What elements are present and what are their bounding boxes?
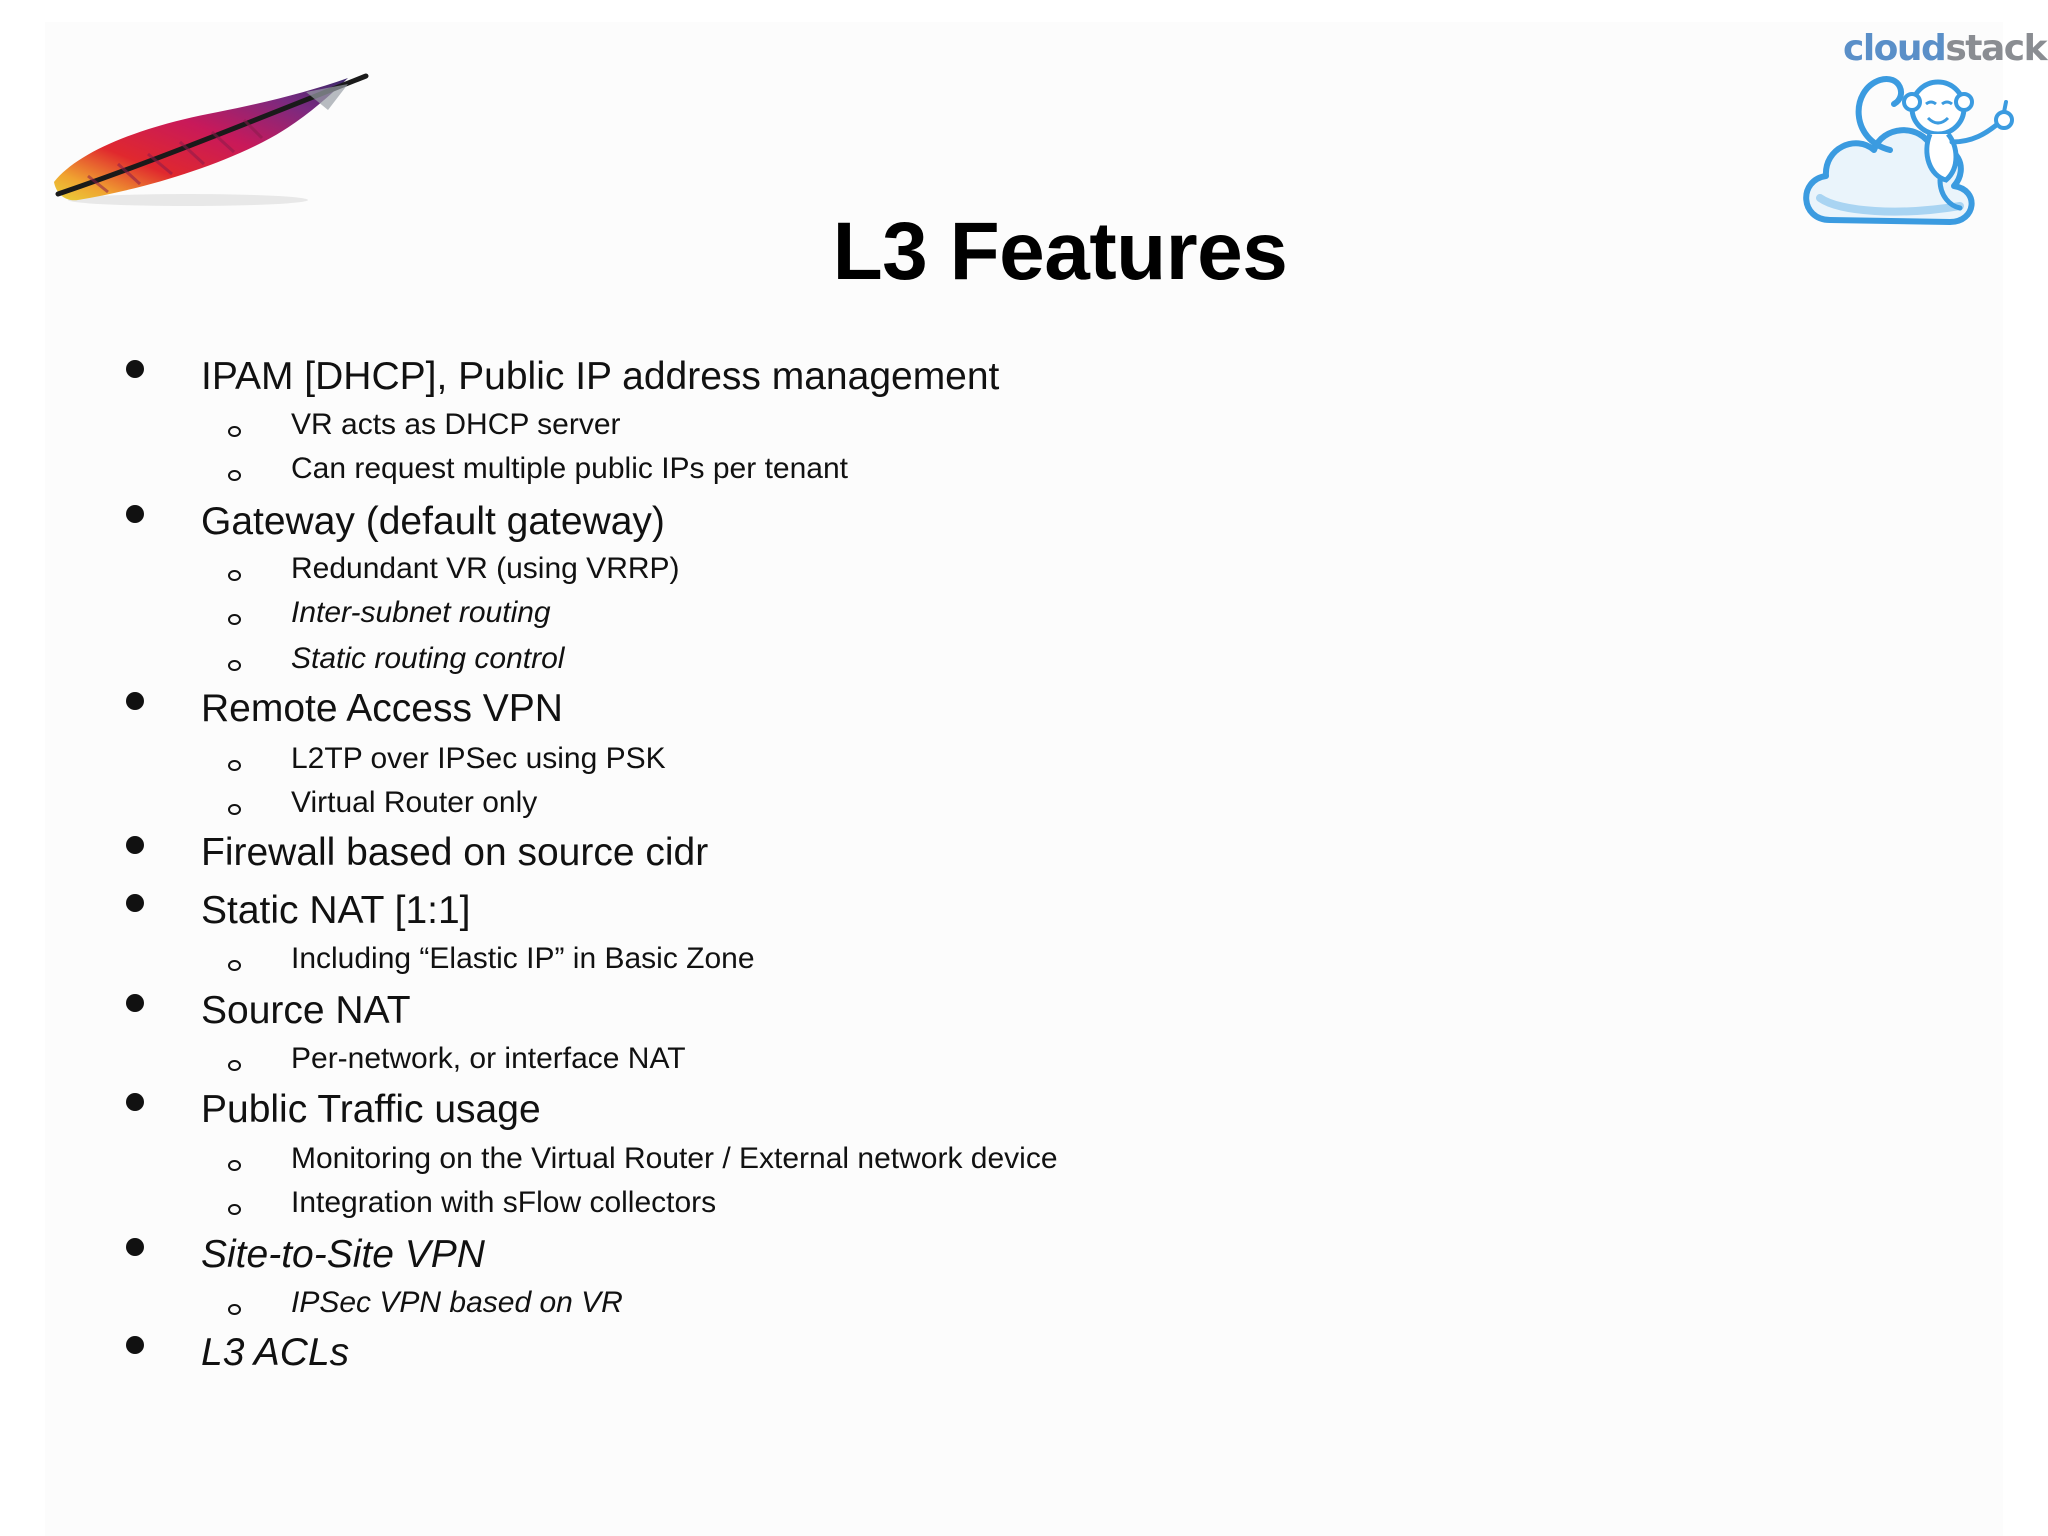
bullet-marker bbox=[126, 994, 144, 1012]
sub-list-item: L2TP over IPSec using PSK bbox=[291, 742, 666, 775]
sub-list-item: Monitoring on the Virtual Router / External network device bbox=[291, 1142, 1058, 1175]
sub-list-item: Per-network, or interface NAT bbox=[291, 1042, 686, 1075]
sub-bullet-marker bbox=[228, 1160, 241, 1171]
sub-bullet-marker bbox=[228, 1060, 241, 1071]
list-item: Remote Access VPN bbox=[201, 687, 563, 730]
bullet-marker bbox=[126, 692, 144, 710]
sub-list-item: Integration with sFlow collectors bbox=[291, 1186, 717, 1219]
list-item: Gateway (default gateway) bbox=[201, 500, 665, 543]
sub-bullet-marker bbox=[228, 614, 241, 625]
cloudstack-logo-wordmark: cloudstack bbox=[1843, 28, 2047, 69]
list-item: Static NAT [1:1] bbox=[201, 889, 471, 932]
sub-list-item: Can request multiple public IPs per tenant bbox=[291, 452, 848, 485]
bullet-marker bbox=[126, 836, 144, 854]
bullet-marker bbox=[126, 505, 144, 523]
bullet-marker bbox=[126, 1238, 144, 1256]
sub-list-item: Including “Elastic IP” in Basic Zone bbox=[291, 942, 755, 975]
list-item: Public Traffic usage bbox=[201, 1088, 541, 1131]
bullet-marker bbox=[126, 894, 144, 912]
list-item: L3 ACLs bbox=[201, 1331, 350, 1374]
sub-list-item: Virtual Router only bbox=[291, 786, 538, 819]
page-title: L3 Features bbox=[832, 206, 1288, 297]
sub-list-item: Inter-subnet routing bbox=[291, 596, 551, 629]
list-item: Site-to-Site VPN bbox=[201, 1233, 485, 1276]
bullet-marker bbox=[126, 1336, 144, 1354]
sub-list-item: Static routing control bbox=[291, 642, 565, 675]
sub-list-item: IPSec VPN based on VR bbox=[291, 1286, 623, 1319]
sub-bullet-marker bbox=[228, 960, 241, 971]
sub-bullet-marker bbox=[228, 660, 241, 671]
list-item: Source NAT bbox=[201, 989, 411, 1032]
sub-list-item: Redundant VR (using VRRP) bbox=[291, 552, 680, 585]
sub-bullet-marker bbox=[228, 1204, 241, 1215]
sub-bullet-marker bbox=[228, 470, 241, 481]
bullet-marker bbox=[126, 1093, 144, 1111]
sub-bullet-marker bbox=[228, 426, 241, 437]
sub-list-item: VR acts as DHCP server bbox=[291, 408, 621, 441]
sub-bullet-marker bbox=[228, 1304, 241, 1315]
list-item: IPAM [DHCP], Public IP address management bbox=[201, 355, 1000, 398]
sub-bullet-marker bbox=[228, 804, 241, 815]
sub-bullet-marker bbox=[228, 570, 241, 581]
apache-feather-logo bbox=[48, 72, 378, 212]
list-item: Firewall based on source cidr bbox=[201, 831, 709, 874]
bullet-marker bbox=[126, 360, 144, 378]
sub-bullet-marker bbox=[228, 760, 241, 771]
